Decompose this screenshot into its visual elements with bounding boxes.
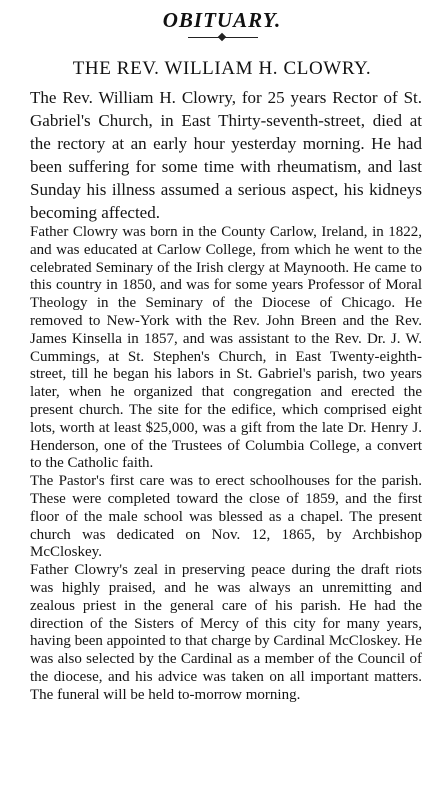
diamond-ornament-icon (218, 33, 226, 41)
article-paragraph: Father Clowry's zeal in preserving peace during the draft riots was highly praised, and he was always an unremitting and zealous priest in the general care of his parish. He had the direction of the Sisters of Mercy of this city for many years, having been appointed to that charge by Cardinal McCloskey. He was also selected by the Cardinal as a member of the Council of the diocese, and his advice was taken on all important matters. The funeral will be held to-morrow morning. (30, 562, 422, 703)
article-paragraph: Father Clowry was born in the County Carlow, Ireland, in 1822, and was educated at Carlow College, from which he went to the celebrated Seminary of the Irish clergy at Maynooth. He came to this country in 1850, and was for some years Professor of Moral Theology in the Seminary of the Diocese of Chicago. He removed to New-York with the Rev. John Breen and the Rev. James Kinsella in 1857, and was assistant to the Rev. Dr. J. W. Cummings, at St. Stephen's Church, in East Twenty-eighth-street, till he began his labors in St. Gabriel's parish, two years later, when he organized that congregation and erected the present church. The site for the edifice, which comprised eight lots, worth at least $25,000, was a gift from the late Dr. Henry J. Henderson, one of the Trustees of Columbia College, a convert to the Catholic faith. (30, 224, 422, 472)
article-paragraph: The Pastor's first care was to erect schoolhouses for the parish. These were completed toward the close of 1859, and the first floor of the male school was blessed as a chapel. The present church was dedicated on Nov. 12, 1865, by Archbishop McCloskey. (30, 473, 422, 561)
article-headline: THE REV. WILLIAM H. CLOWRY. (72, 58, 372, 79)
article-lead-paragraph: The Rev. William H. Clowry, for 25 years Rector of St. Gabriel's Church, in East Thirty-seventh-street, died at the rectory at an early hour yesterday morning. He had been suffering for some time with rheumatism, and last Sunday his illness assumed a serious aspect, his kidneys becoming affected. (30, 88, 422, 222)
article-body (30, 86, 422, 705)
section-title: OBITUARY. (162, 8, 282, 32)
ornamental-rule (188, 37, 258, 41)
